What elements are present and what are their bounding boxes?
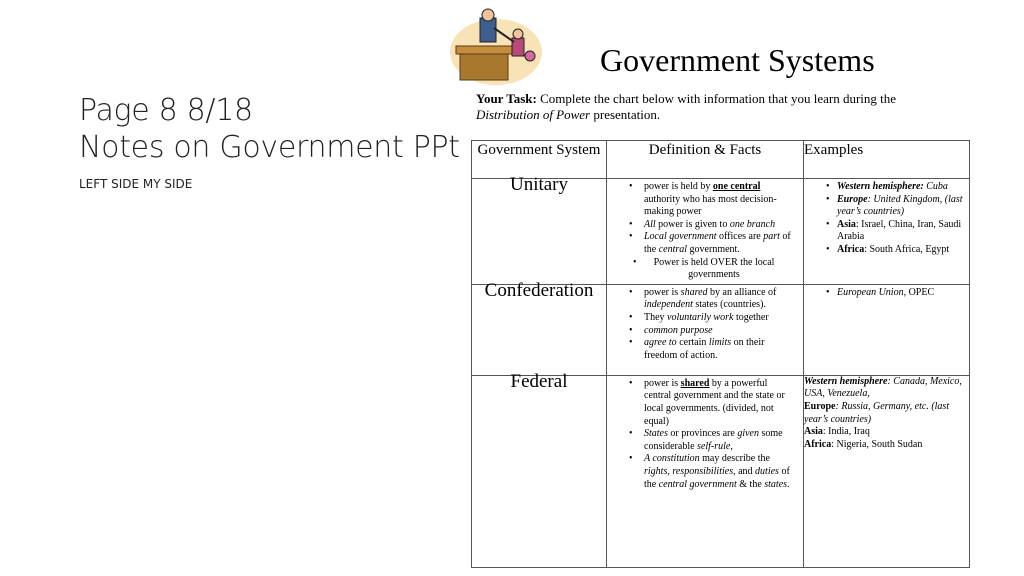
example-item: • European Union, OPEC (804, 287, 969, 300)
fact-item: • agree to certain limits on their freedom of action. (607, 337, 797, 362)
table-row-federal (472, 375, 970, 567)
page-subtitle: LEFT SIDE MY SIDE (79, 177, 193, 191)
examples-cell (804, 284, 970, 375)
desk-clipart-icon (448, 8, 548, 88)
fact-item: • common purpose (607, 325, 797, 338)
examples-cell (804, 179, 970, 285)
fact-item: • States or provinces are given some considerable self-rule, (607, 428, 797, 453)
system-name: Unitary (472, 179, 607, 285)
system-name: Confederation (472, 284, 607, 375)
page-title (79, 92, 460, 166)
example-item: • Africa: South Africa, Egypt (804, 244, 969, 257)
header-definition-facts: Definition & Facts (607, 141, 804, 179)
task-text-end: presentation. (590, 107, 661, 122)
example-item: Europe: Russia, Germany, etc. (last year’s countries) (804, 400, 950, 425)
header-examples: Examples (804, 141, 970, 179)
fact-item: • power is held by one central authority who has most decision-making power (607, 181, 797, 219)
task-instructions (476, 91, 976, 123)
example-item: Africa: Nigeria, South Sudan (804, 438, 923, 450)
example-item: • Western hemisphere: Cuba (804, 181, 969, 194)
fact-item: • Local government offices are part of the central government. (607, 231, 797, 256)
system-name: Federal (472, 375, 607, 567)
table-row-unitary (472, 179, 970, 285)
header-government-system: Government System (472, 141, 607, 179)
fact-item: • A constitution may describe the rights, responsibilities, and duties of the central government & the states. (607, 453, 797, 491)
table-header-row (472, 141, 970, 179)
facts-cell (607, 375, 804, 567)
fact-item: • All power is given to one branch (607, 219, 797, 232)
fact-item: • power is shared by an alliance of independent states (countries). (607, 287, 797, 312)
task-italic-text: Distribution of Power (476, 107, 591, 122)
task-text: Complete the chart below with information that you learn during the (536, 91, 897, 106)
task-label: Your Task: (476, 91, 537, 106)
fact-item: • They voluntarily work together (607, 312, 797, 325)
fact-item: • Power is held OVER the local governments (607, 257, 797, 282)
facts-cell (607, 179, 804, 285)
examples-cell (804, 375, 970, 567)
example-item: Asia: India, Iraq (804, 426, 870, 438)
fact-item: • power is shared by a powerful central government and the state or local governments. (divided, not equal) (607, 378, 797, 428)
example-item: • Asia: Israel, China, Iran, Saudi Arabia (804, 219, 969, 244)
table-row-confederation (472, 284, 970, 375)
example-item: Western hemisphere: Canada, Mexico, USA, Venezuela, (804, 375, 962, 400)
government-systems-table (471, 140, 970, 568)
facts-cell (607, 284, 804, 375)
page-title-line-1: Page 8 8/18 (79, 93, 253, 128)
chart-title: Government Systems (600, 42, 875, 78)
page-title-line-2: Notes on Government PPt (79, 130, 460, 165)
example-item: • Europe: United Kingdom, (last year’s countries) (804, 194, 969, 219)
